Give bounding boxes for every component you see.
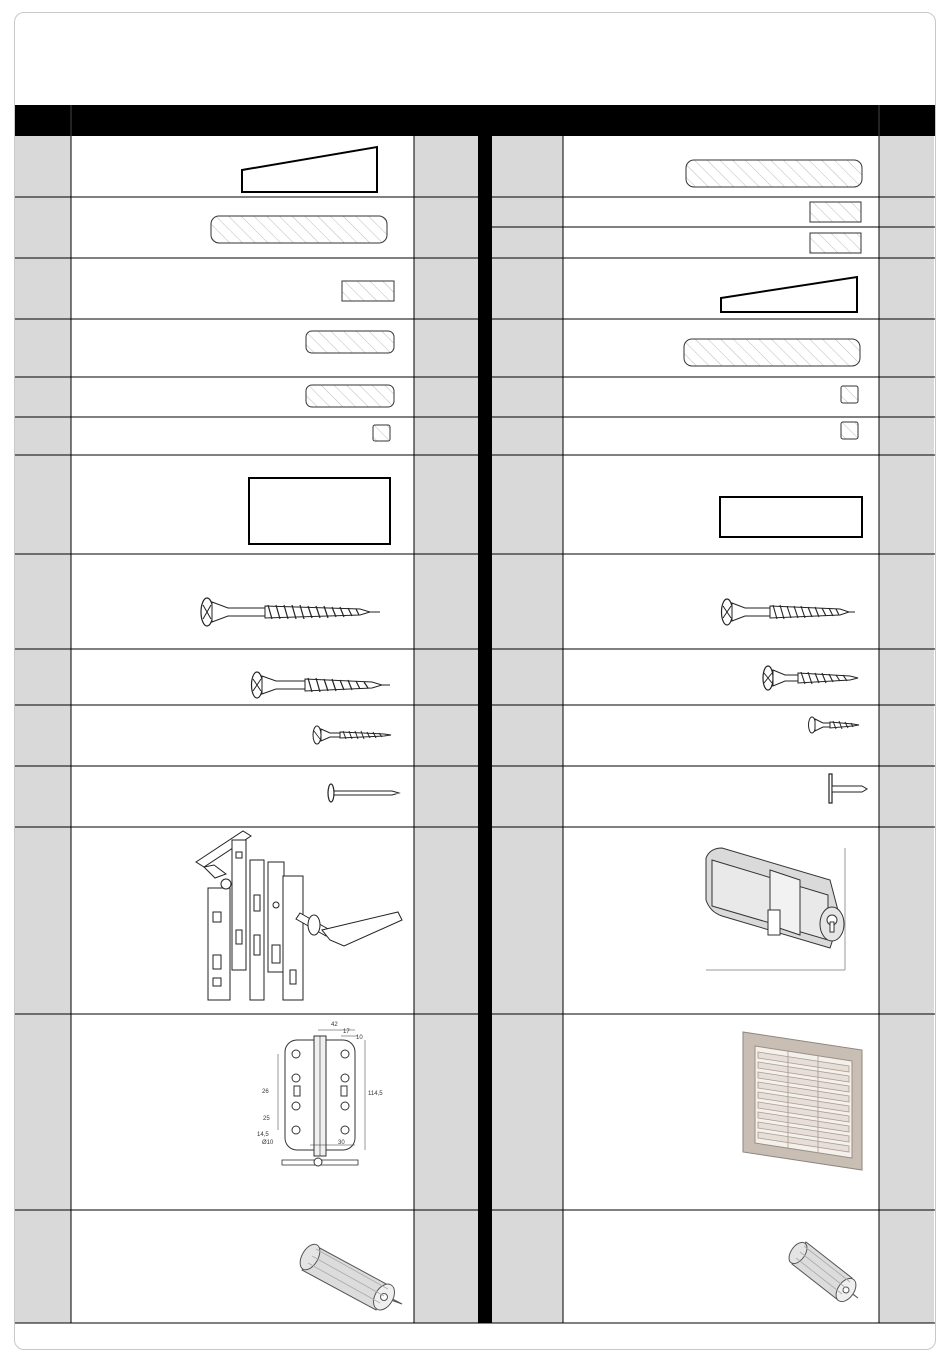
square-block-icon (841, 422, 858, 439)
wedge-board-icon (242, 147, 377, 192)
small-batten-icon (342, 281, 394, 301)
hinge-dim-label: 17 (343, 1029, 350, 1035)
square-block-icon (373, 425, 390, 441)
lift-off-hinge-icon (257, 1022, 383, 1166)
column-divider (478, 136, 492, 1323)
hinge-dim-label: 25 (263, 1116, 270, 1122)
hinge-dim-label: 30 (338, 1140, 345, 1146)
right-qty-column (879, 136, 934, 1323)
rounded-batten-icon (306, 385, 394, 407)
rounded-plank-icon (684, 339, 860, 366)
square-block-icon (841, 386, 858, 403)
table-header (15, 105, 935, 136)
short-screw-icon (313, 726, 391, 744)
hinge-dim-label: 26 (262, 1089, 269, 1095)
left-number-column (15, 136, 71, 1323)
small-batten-icon (810, 202, 861, 222)
left-row-lines (15, 197, 478, 1210)
panel-sheet-icon (249, 478, 390, 544)
long-screw-icon (201, 598, 380, 626)
nail-icon (328, 784, 399, 802)
hinge-dim-label: 114,5 (368, 1091, 383, 1097)
medium-screw-icon (763, 666, 858, 690)
wedge-board-icon (721, 277, 857, 312)
header-bar (15, 105, 935, 136)
rubber-seal-roll-icon (296, 1241, 402, 1314)
medium-screw-icon (252, 672, 391, 698)
hinge-dim-label: 42 (331, 1022, 338, 1028)
short-screw-icon (809, 717, 860, 733)
door-lock-set-icon (196, 831, 402, 1000)
hinge-dim-label: Ø10 (262, 1140, 274, 1146)
rounded-batten-icon (306, 331, 394, 353)
panel-sheet-icon (720, 497, 862, 537)
long-screw-icon (722, 599, 856, 625)
hinge-dim-label: 10 (356, 1035, 363, 1041)
rounded-plank-icon (211, 216, 387, 243)
rubber-seal-roll-icon (785, 1239, 860, 1305)
cylinder-lock-icon (706, 848, 845, 970)
rounded-plank-icon (686, 160, 862, 187)
stud-nail-icon (829, 774, 867, 803)
right-number-column (492, 136, 563, 1323)
ventilation-grille-icon (743, 1032, 862, 1170)
small-batten-icon (810, 233, 861, 253)
left-qty-column (414, 136, 478, 1323)
hinge-dim-label: 14,5 (257, 1132, 269, 1138)
